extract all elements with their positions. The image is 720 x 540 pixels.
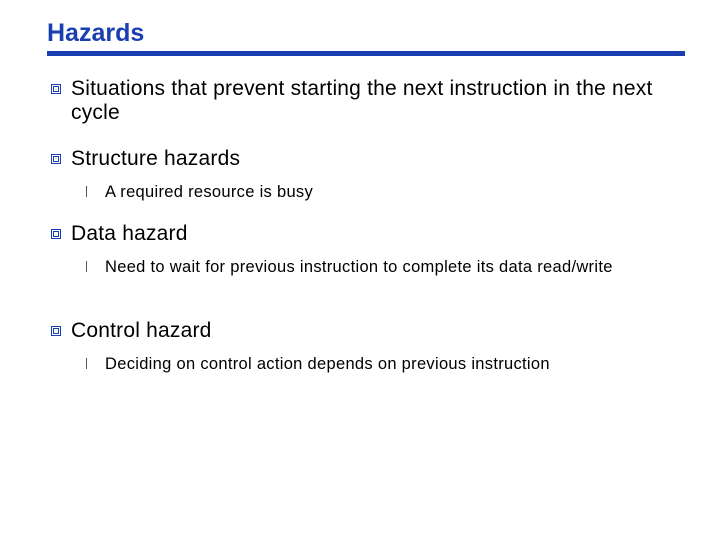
bullet-3-text: Data hazard	[71, 222, 188, 245]
dash-bullet-icon	[86, 358, 87, 369]
sub-bullet-3-1-text: Need to wait for previous instruction to complete its data read/write	[105, 258, 613, 276]
sub-bullet-4-1-text: Deciding on control action depends on previous instruction	[105, 355, 550, 373]
square-bullet-icon	[51, 326, 61, 336]
bullet-4-text: Control hazard	[71, 319, 212, 342]
sub-bullet-4-1	[105, 354, 665, 375]
sub-bullet-2-1	[105, 182, 665, 203]
square-bullet-icon	[51, 154, 61, 164]
dash-bullet-icon	[86, 261, 87, 272]
title-underline	[47, 51, 685, 56]
dash-bullet-icon	[86, 186, 87, 197]
sub-bullet-3-1	[105, 257, 665, 278]
bullet-1	[71, 77, 681, 124]
sub-bullet-2-1-text: A required resource is busy	[105, 183, 314, 201]
slide-title: Hazards	[47, 19, 145, 47]
bullet-3	[71, 222, 681, 246]
bullet-1-text: Situations that prevent starting the next instruction in the next cycle	[71, 77, 653, 124]
square-bullet-icon	[51, 84, 61, 94]
square-bullet-icon	[51, 229, 61, 239]
bullet-2-text: Structure hazards	[71, 147, 241, 170]
bullet-2	[71, 147, 681, 171]
bullet-4	[71, 319, 681, 343]
